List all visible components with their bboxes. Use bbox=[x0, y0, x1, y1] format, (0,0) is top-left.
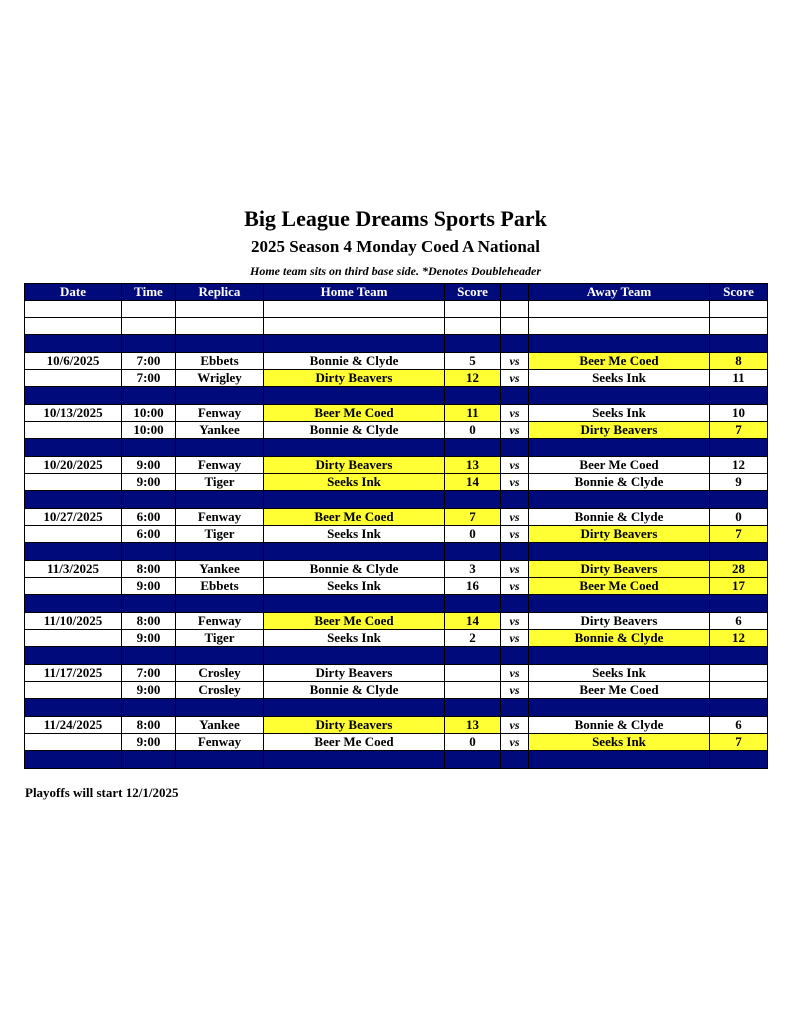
week-separator-cell bbox=[176, 335, 264, 353]
home-team: Seeks Ink bbox=[264, 526, 445, 543]
week-separator bbox=[25, 335, 768, 353]
home-team: Beer Me Coed bbox=[264, 613, 445, 630]
game-date: 11/10/2025 bbox=[25, 613, 122, 630]
game-row bbox=[25, 682, 768, 699]
week-separator bbox=[25, 543, 768, 561]
week-separator-cell bbox=[529, 491, 710, 509]
vs-label: vs bbox=[501, 370, 529, 387]
game-date bbox=[25, 682, 122, 699]
away-score: 7 bbox=[710, 526, 768, 543]
game-row bbox=[25, 734, 768, 751]
vs-label: vs bbox=[501, 526, 529, 543]
game-date bbox=[25, 734, 122, 751]
week-separator-cell bbox=[264, 543, 445, 561]
home-score: 0 bbox=[445, 734, 501, 751]
away-score: 9 bbox=[710, 474, 768, 491]
week-separator bbox=[25, 439, 768, 457]
game-row bbox=[25, 717, 768, 734]
week-separator-cell bbox=[445, 335, 501, 353]
game-row bbox=[25, 630, 768, 647]
week-separator bbox=[25, 647, 768, 665]
blank-row bbox=[25, 301, 768, 318]
game-replica: Tiger bbox=[176, 474, 264, 491]
week-separator-cell bbox=[122, 647, 176, 665]
schedule-body bbox=[25, 301, 768, 769]
game-replica: Fenway bbox=[176, 734, 264, 751]
game-time: 7:00 bbox=[122, 353, 176, 370]
home-score: 0 bbox=[445, 526, 501, 543]
away-score: 12 bbox=[710, 630, 768, 647]
away-team: Beer Me Coed bbox=[529, 353, 710, 370]
game-date: 10/6/2025 bbox=[25, 353, 122, 370]
week-separator-cell bbox=[264, 439, 445, 457]
away-score: 10 bbox=[710, 405, 768, 422]
blank-row-cell bbox=[445, 301, 501, 318]
blank-row-cell bbox=[501, 318, 529, 335]
away-team: Dirty Beavers bbox=[529, 613, 710, 630]
week-separator-cell bbox=[445, 439, 501, 457]
schedule-note: Home team sits on third base side. *Denotes Doubleheader bbox=[250, 264, 541, 278]
week-separator-cell bbox=[25, 699, 122, 717]
week-separator-cell bbox=[710, 647, 768, 665]
game-time: 7:00 bbox=[122, 370, 176, 387]
blank-row-cell bbox=[176, 301, 264, 318]
game-time: 9:00 bbox=[122, 630, 176, 647]
week-separator-cell bbox=[122, 699, 176, 717]
blank-row-cell bbox=[710, 301, 768, 318]
blank-row-cell bbox=[529, 301, 710, 318]
week-separator bbox=[25, 751, 768, 769]
game-row bbox=[25, 578, 768, 595]
week-separator-cell bbox=[445, 647, 501, 665]
blank-row-cell bbox=[122, 301, 176, 318]
week-separator-cell bbox=[176, 387, 264, 405]
game-time: 7:00 bbox=[122, 665, 176, 682]
game-time: 6:00 bbox=[122, 509, 176, 526]
vs-label: vs bbox=[501, 717, 529, 734]
game-row bbox=[25, 561, 768, 578]
week-separator bbox=[25, 699, 768, 717]
game-replica: Wrigley bbox=[176, 370, 264, 387]
away-score: 7 bbox=[710, 422, 768, 439]
week-separator-cell bbox=[529, 699, 710, 717]
game-date bbox=[25, 422, 122, 439]
week-separator-cell bbox=[710, 439, 768, 457]
week-separator-cell bbox=[710, 595, 768, 613]
home-score bbox=[445, 665, 501, 682]
week-separator-cell bbox=[25, 387, 122, 405]
week-separator-cell bbox=[264, 335, 445, 353]
away-team: Beer Me Coed bbox=[529, 457, 710, 474]
home-team: Dirty Beavers bbox=[264, 717, 445, 734]
game-time: 9:00 bbox=[122, 457, 176, 474]
blank-row-cell bbox=[264, 301, 445, 318]
game-replica: Fenway bbox=[176, 457, 264, 474]
game-time: 8:00 bbox=[122, 613, 176, 630]
week-separator-cell bbox=[501, 647, 529, 665]
away-team: Seeks Ink bbox=[529, 370, 710, 387]
week-separator-cell bbox=[176, 439, 264, 457]
away-team: Seeks Ink bbox=[529, 665, 710, 682]
vs-label: vs bbox=[501, 457, 529, 474]
home-score: 13 bbox=[445, 717, 501, 734]
week-separator-cell bbox=[25, 439, 122, 457]
away-score: 12 bbox=[710, 457, 768, 474]
home-team: Beer Me Coed bbox=[264, 509, 445, 526]
table-header-row bbox=[25, 284, 768, 301]
week-separator-cell bbox=[710, 699, 768, 717]
week-separator-cell bbox=[25, 647, 122, 665]
col-header-date: Date bbox=[25, 284, 122, 301]
blank-row-cell bbox=[445, 318, 501, 335]
week-separator bbox=[25, 387, 768, 405]
week-separator-cell bbox=[122, 491, 176, 509]
week-separator-cell bbox=[176, 751, 264, 769]
game-time: 8:00 bbox=[122, 717, 176, 734]
week-separator-cell bbox=[445, 543, 501, 561]
week-separator-cell bbox=[122, 335, 176, 353]
week-separator-cell bbox=[501, 439, 529, 457]
blank-row-cell bbox=[122, 318, 176, 335]
blank-row bbox=[25, 318, 768, 335]
week-separator-cell bbox=[122, 543, 176, 561]
away-score: 7 bbox=[710, 734, 768, 751]
week-separator-cell bbox=[264, 491, 445, 509]
home-team: Bonnie & Clyde bbox=[264, 561, 445, 578]
week-separator-cell bbox=[529, 335, 710, 353]
game-row bbox=[25, 370, 768, 387]
game-replica: Crosley bbox=[176, 665, 264, 682]
week-separator-cell bbox=[122, 439, 176, 457]
game-replica: Fenway bbox=[176, 405, 264, 422]
home-team: Bonnie & Clyde bbox=[264, 422, 445, 439]
home-team: Beer Me Coed bbox=[264, 734, 445, 751]
home-score: 7 bbox=[445, 509, 501, 526]
home-score: 12 bbox=[445, 370, 501, 387]
col-header-replica: Replica bbox=[176, 284, 264, 301]
vs-label: vs bbox=[501, 353, 529, 370]
week-separator-cell bbox=[445, 595, 501, 613]
home-team: Dirty Beavers bbox=[264, 457, 445, 474]
away-team: Bonnie & Clyde bbox=[529, 717, 710, 734]
home-score: 2 bbox=[445, 630, 501, 647]
away-score: 17 bbox=[710, 578, 768, 595]
game-time: 10:00 bbox=[122, 422, 176, 439]
week-separator-cell bbox=[529, 387, 710, 405]
game-time: 9:00 bbox=[122, 734, 176, 751]
home-score: 16 bbox=[445, 578, 501, 595]
home-score: 0 bbox=[445, 422, 501, 439]
home-score: 3 bbox=[445, 561, 501, 578]
vs-label: vs bbox=[501, 509, 529, 526]
blank-row-cell bbox=[264, 318, 445, 335]
home-team: Beer Me Coed bbox=[264, 405, 445, 422]
vs-label: vs bbox=[501, 561, 529, 578]
away-score: 0 bbox=[710, 509, 768, 526]
week-separator-cell bbox=[501, 491, 529, 509]
game-replica: Fenway bbox=[176, 613, 264, 630]
week-separator-cell bbox=[264, 699, 445, 717]
game-date bbox=[25, 370, 122, 387]
home-team: Dirty Beavers bbox=[264, 665, 445, 682]
home-score: 11 bbox=[445, 405, 501, 422]
home-score: 5 bbox=[445, 353, 501, 370]
week-separator bbox=[25, 595, 768, 613]
week-separator-cell bbox=[25, 335, 122, 353]
week-separator-cell bbox=[501, 595, 529, 613]
game-replica: Yankee bbox=[176, 561, 264, 578]
week-separator-cell bbox=[710, 335, 768, 353]
vs-label: vs bbox=[501, 734, 529, 751]
week-separator-cell bbox=[122, 387, 176, 405]
col-header-vs bbox=[501, 284, 529, 301]
vs-label: vs bbox=[501, 474, 529, 491]
away-team: Bonnie & Clyde bbox=[529, 630, 710, 647]
page-title: Big League Dreams Sports Park bbox=[244, 206, 547, 231]
away-score: 6 bbox=[710, 613, 768, 630]
away-score: 6 bbox=[710, 717, 768, 734]
week-separator-cell bbox=[176, 595, 264, 613]
game-date: 10/20/2025 bbox=[25, 457, 122, 474]
blank-row-cell bbox=[25, 301, 122, 318]
away-score bbox=[710, 682, 768, 699]
blank-row-cell bbox=[25, 318, 122, 335]
away-score: 28 bbox=[710, 561, 768, 578]
week-separator-cell bbox=[264, 647, 445, 665]
home-team: Seeks Ink bbox=[264, 474, 445, 491]
vs-label: vs bbox=[501, 578, 529, 595]
home-team: Bonnie & Clyde bbox=[264, 682, 445, 699]
game-row bbox=[25, 613, 768, 630]
week-separator-cell bbox=[445, 751, 501, 769]
vs-label: vs bbox=[501, 422, 529, 439]
week-separator-cell bbox=[710, 491, 768, 509]
game-row bbox=[25, 405, 768, 422]
away-team: Dirty Beavers bbox=[529, 561, 710, 578]
blank-row-cell bbox=[710, 318, 768, 335]
game-time: 10:00 bbox=[122, 405, 176, 422]
home-score: 14 bbox=[445, 474, 501, 491]
game-time: 9:00 bbox=[122, 578, 176, 595]
game-replica: Crosley bbox=[176, 682, 264, 699]
away-team: Bonnie & Clyde bbox=[529, 474, 710, 491]
game-date bbox=[25, 630, 122, 647]
blank-row-cell bbox=[501, 301, 529, 318]
week-separator-cell bbox=[710, 751, 768, 769]
week-separator-cell bbox=[501, 543, 529, 561]
game-replica: Ebbets bbox=[176, 578, 264, 595]
away-score bbox=[710, 665, 768, 682]
away-score: 11 bbox=[710, 370, 768, 387]
week-separator-cell bbox=[501, 699, 529, 717]
game-date: 10/27/2025 bbox=[25, 509, 122, 526]
game-row bbox=[25, 353, 768, 370]
game-row bbox=[25, 665, 768, 682]
game-replica: Yankee bbox=[176, 717, 264, 734]
col-header-home-team: Home Team bbox=[264, 284, 445, 301]
week-separator-cell bbox=[264, 751, 445, 769]
week-separator-cell bbox=[710, 387, 768, 405]
week-separator-cell bbox=[264, 595, 445, 613]
blank-row-cell bbox=[529, 318, 710, 335]
home-score: 13 bbox=[445, 457, 501, 474]
vs-label: vs bbox=[501, 665, 529, 682]
away-team: Seeks Ink bbox=[529, 734, 710, 751]
away-team: Beer Me Coed bbox=[529, 578, 710, 595]
home-team: Bonnie & Clyde bbox=[264, 353, 445, 370]
week-separator-cell bbox=[122, 595, 176, 613]
col-header-away-score: Score bbox=[710, 284, 768, 301]
week-separator-cell bbox=[529, 439, 710, 457]
home-team: Dirty Beavers bbox=[264, 370, 445, 387]
col-header-time: Time bbox=[122, 284, 176, 301]
game-row bbox=[25, 457, 768, 474]
week-separator-cell bbox=[445, 387, 501, 405]
game-replica: Yankee bbox=[176, 422, 264, 439]
vs-label: vs bbox=[501, 682, 529, 699]
week-separator-cell bbox=[529, 751, 710, 769]
week-separator-cell bbox=[25, 491, 122, 509]
week-separator-cell bbox=[529, 595, 710, 613]
week-separator-cell bbox=[25, 543, 122, 561]
game-date bbox=[25, 578, 122, 595]
vs-label: vs bbox=[501, 405, 529, 422]
away-team: Bonnie & Clyde bbox=[529, 509, 710, 526]
game-time: 9:00 bbox=[122, 474, 176, 491]
game-time: 9:00 bbox=[122, 682, 176, 699]
game-row bbox=[25, 509, 768, 526]
away-team: Seeks Ink bbox=[529, 405, 710, 422]
home-team: Seeks Ink bbox=[264, 578, 445, 595]
vs-label: vs bbox=[501, 630, 529, 647]
week-separator-cell bbox=[501, 335, 529, 353]
game-replica: Fenway bbox=[176, 509, 264, 526]
game-date: 11/24/2025 bbox=[25, 717, 122, 734]
blank-row-cell bbox=[176, 318, 264, 335]
week-separator-cell bbox=[529, 647, 710, 665]
week-separator-cell bbox=[176, 699, 264, 717]
game-replica: Tiger bbox=[176, 630, 264, 647]
game-date: 11/3/2025 bbox=[25, 561, 122, 578]
col-header-away-team: Away Team bbox=[529, 284, 710, 301]
game-row bbox=[25, 422, 768, 439]
game-date: 10/13/2025 bbox=[25, 405, 122, 422]
game-row bbox=[25, 474, 768, 491]
week-separator-cell bbox=[445, 699, 501, 717]
game-date bbox=[25, 474, 122, 491]
away-score: 8 bbox=[710, 353, 768, 370]
week-separator-cell bbox=[25, 751, 122, 769]
col-header-home-score: Score bbox=[445, 284, 501, 301]
page-subtitle: 2025 Season 4 Monday Coed A National bbox=[250, 237, 541, 256]
week-separator-cell bbox=[501, 751, 529, 769]
week-separator-cell bbox=[710, 543, 768, 561]
home-score bbox=[445, 682, 501, 699]
away-team: Beer Me Coed bbox=[529, 682, 710, 699]
vs-label: vs bbox=[501, 613, 529, 630]
week-separator-cell bbox=[501, 387, 529, 405]
away-team: Dirty Beavers bbox=[529, 526, 710, 543]
week-separator bbox=[25, 491, 768, 509]
week-separator-cell bbox=[25, 595, 122, 613]
game-time: 8:00 bbox=[122, 561, 176, 578]
week-separator-cell bbox=[122, 751, 176, 769]
game-replica: Ebbets bbox=[176, 353, 264, 370]
week-separator-cell bbox=[176, 647, 264, 665]
game-time: 6:00 bbox=[122, 526, 176, 543]
week-separator-cell bbox=[264, 387, 445, 405]
game-row bbox=[25, 526, 768, 543]
week-separator-cell bbox=[176, 543, 264, 561]
week-separator-cell bbox=[529, 543, 710, 561]
home-team: Seeks Ink bbox=[264, 630, 445, 647]
week-separator-cell bbox=[176, 491, 264, 509]
schedule-table bbox=[24, 283, 768, 769]
game-replica: Tiger bbox=[176, 526, 264, 543]
game-date bbox=[25, 526, 122, 543]
home-score: 14 bbox=[445, 613, 501, 630]
playoffs-note: Playoffs will start 12/1/2025 bbox=[25, 785, 179, 800]
away-team: Dirty Beavers bbox=[529, 422, 710, 439]
game-date: 11/17/2025 bbox=[25, 665, 122, 682]
week-separator-cell bbox=[445, 491, 501, 509]
